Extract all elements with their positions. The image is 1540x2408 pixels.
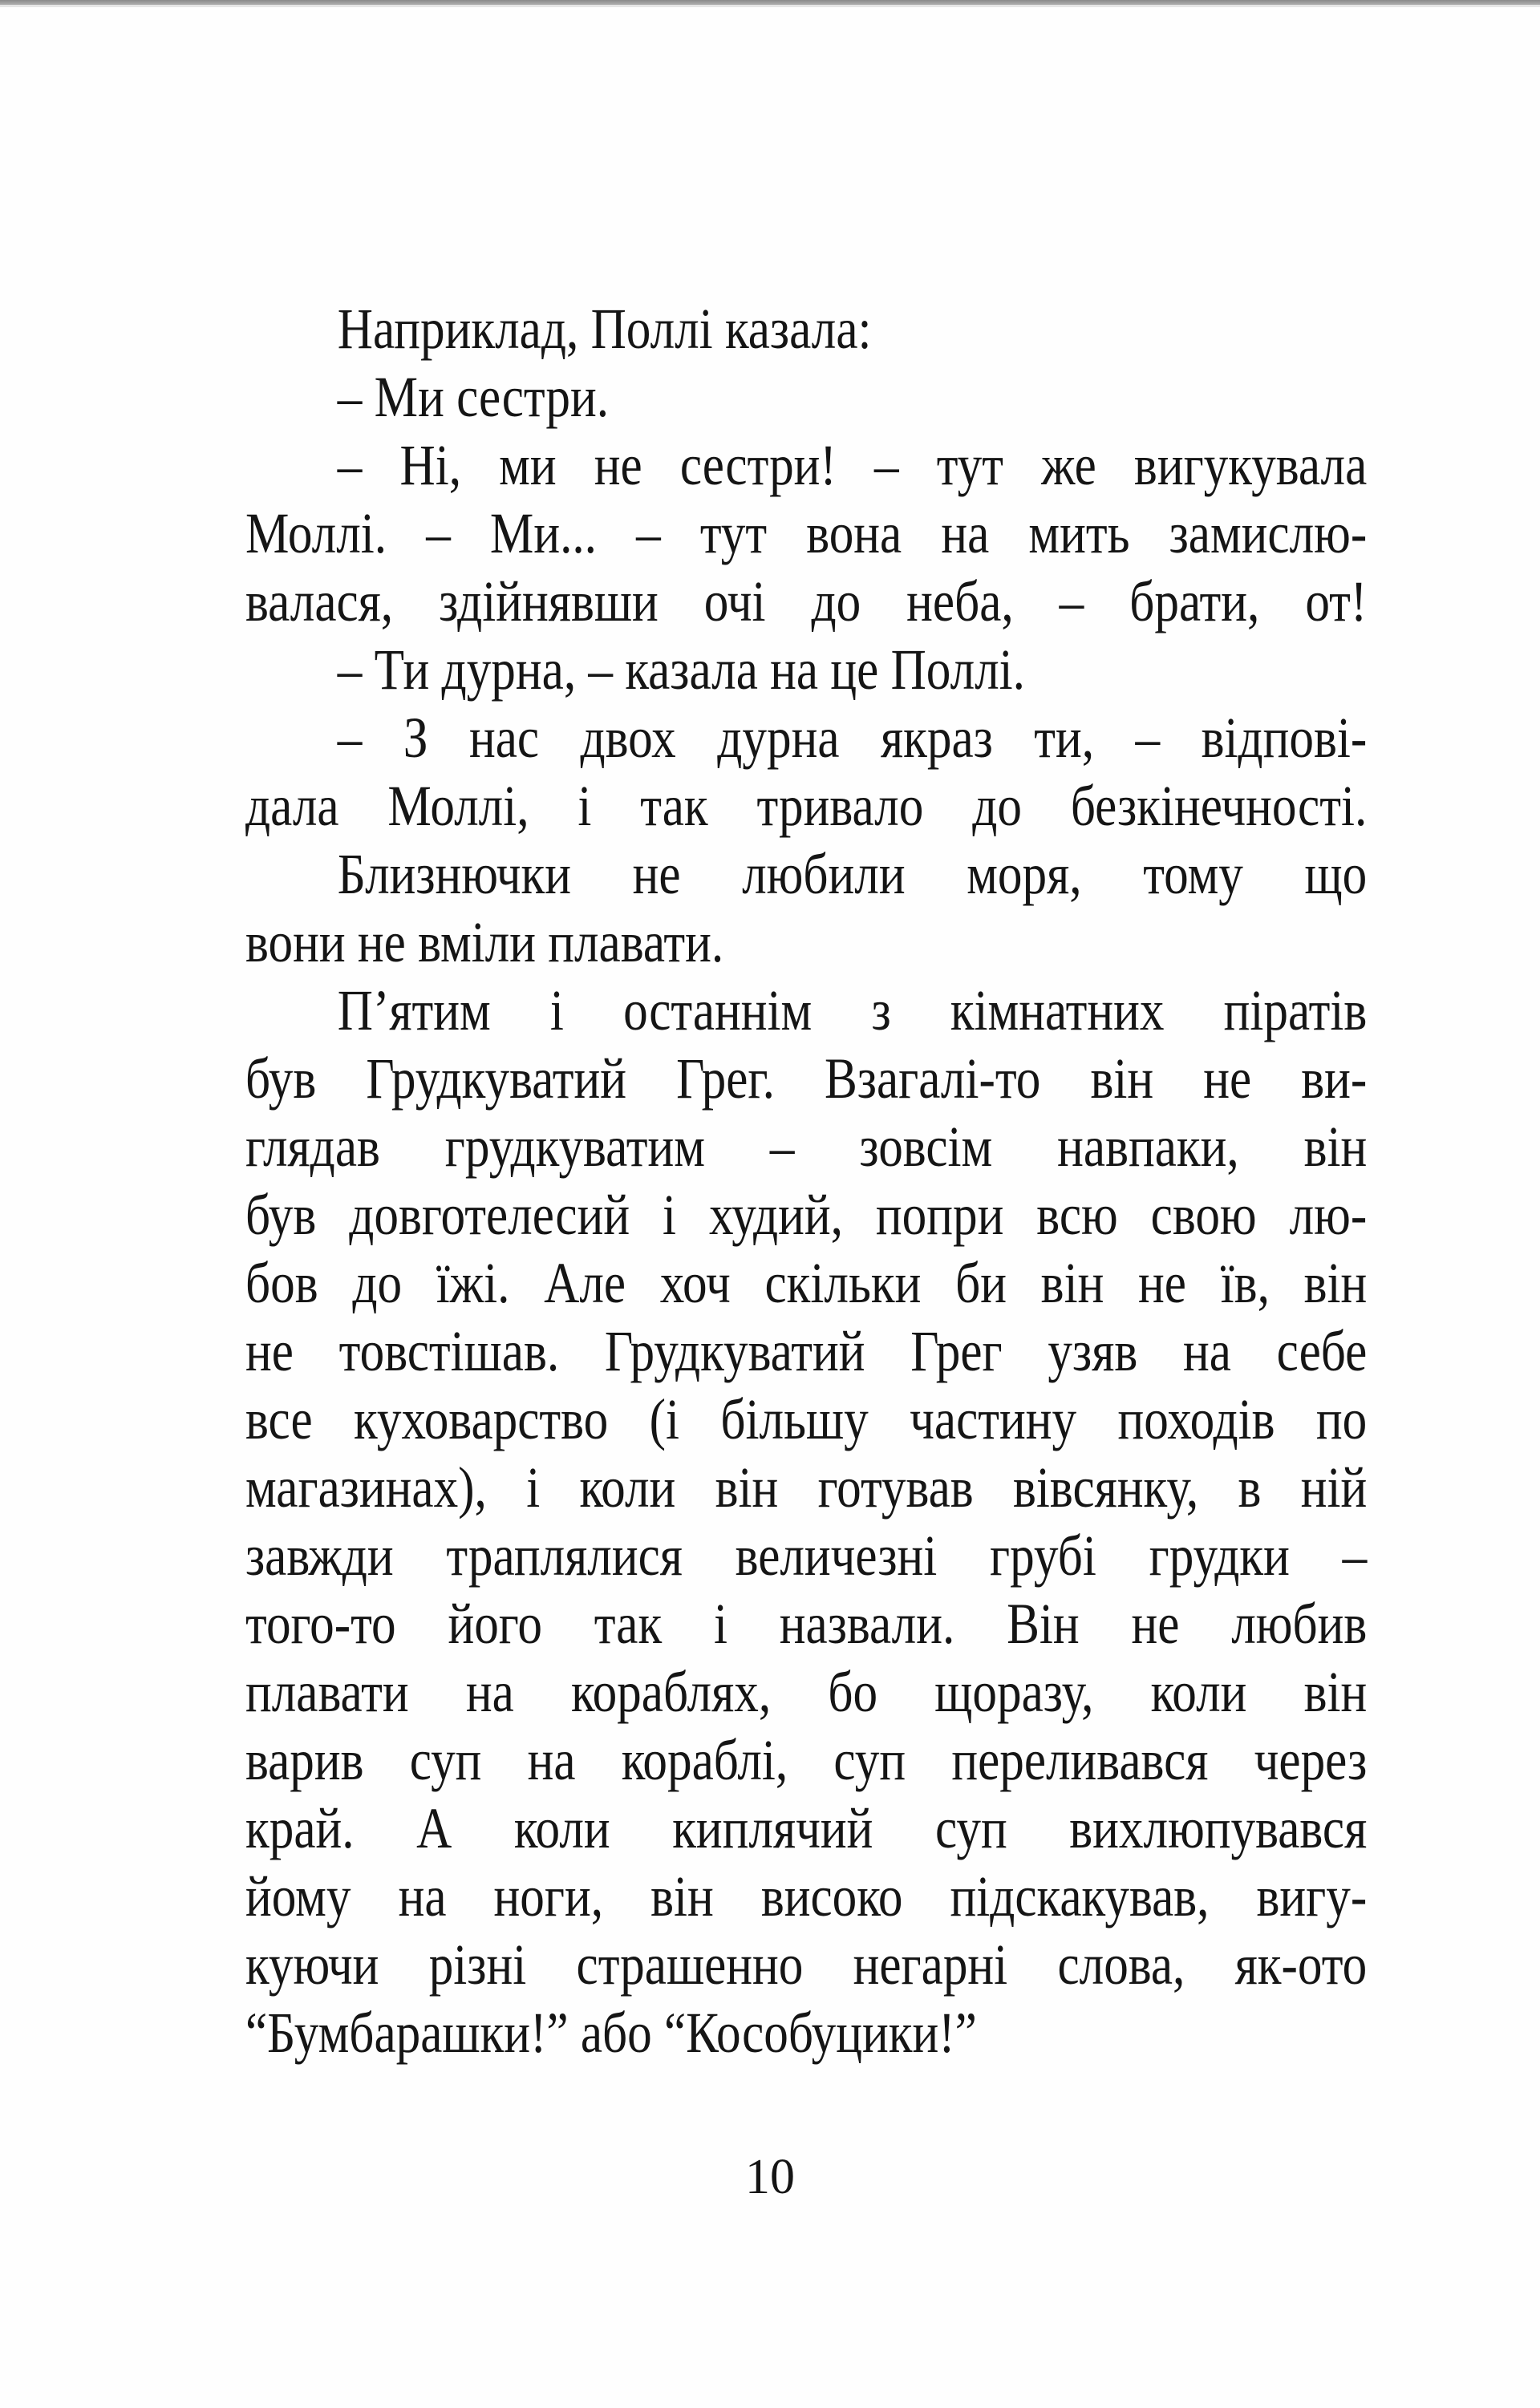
body-text <box>245 295 1367 2067</box>
text-line: “Бумбарашки!” або “Кособуцики!” <box>245 2001 977 2065</box>
text-line: куючи різні страшенно негарні слова, як-ото <box>245 1932 1368 1997</box>
text-line: Близнючки не любили моря, тому що <box>337 842 1368 906</box>
text-line: край. А коли киплячий суп вихлюпувався <box>245 1796 1368 1860</box>
text-line: варив суп на кораблі, суп переливався через <box>245 1728 1368 1792</box>
text-line: Моллі. – Ми... – тут вона на мить замислю- <box>245 501 1368 565</box>
text-line: був Грудкуватий Грег. Взагалі-то він не ви- <box>245 1046 1368 1111</box>
text-line: не товстішав. Грудкуватий Грег узяв на себе <box>245 1319 1368 1383</box>
text-line: йому на ноги, він високо підскакував, вигу- <box>245 1864 1368 1928</box>
paragraph <box>245 977 1367 2067</box>
text-line: плавати на кораблях, бо щоразу, коли він <box>245 1660 1368 1724</box>
paragraph <box>245 363 1367 431</box>
text-line: бов до їжі. Але хоч скільки би він не їв, він <box>245 1251 1368 1315</box>
paragraph <box>245 431 1367 636</box>
paragraph <box>245 704 1367 840</box>
text-line: вони не вміли плавати. <box>245 910 724 974</box>
text-line: все куховарство (і більшу частину походів по <box>245 1387 1368 1451</box>
text-line: дала Моллі, і так тривало до безкінечності. <box>245 774 1368 838</box>
page-number: 10 <box>745 2150 795 2204</box>
text-line: П’ятим і останнім з кімнатних піратів <box>337 978 1368 1042</box>
paragraph <box>245 840 1367 977</box>
text-line: був довготелесий і худий, попри всю свою лю- <box>245 1183 1368 1247</box>
text-line: магазинах), і коли він готував вівсянку, в ній <box>245 1455 1368 1520</box>
text-line: Наприклад, Поллі казала: <box>337 297 872 361</box>
text-line: глядав грудкуватим – зовсім навпаки, він <box>245 1115 1368 1179</box>
page-top-border-shadow <box>0 5 1540 7</box>
text-line: того-то його так і назвали. Він не любив <box>245 1592 1368 1656</box>
text-line: – Ні, ми не сестри! – тут же вигукувала <box>337 433 1368 497</box>
text-line: – Ти дурна, – казала на це Поллі. <box>337 637 1025 702</box>
text-line: завжди траплялися величезні грубі грудки – <box>245 1524 1368 1588</box>
text-line: валася, здійнявши очі до неба, – брати, от! <box>245 569 1368 633</box>
text-line: – З нас двох дурна якраз ти, – відпові- <box>337 706 1368 770</box>
text-line: – Ми сестри. <box>337 365 610 429</box>
paragraph <box>245 636 1367 704</box>
paragraph <box>245 295 1367 363</box>
